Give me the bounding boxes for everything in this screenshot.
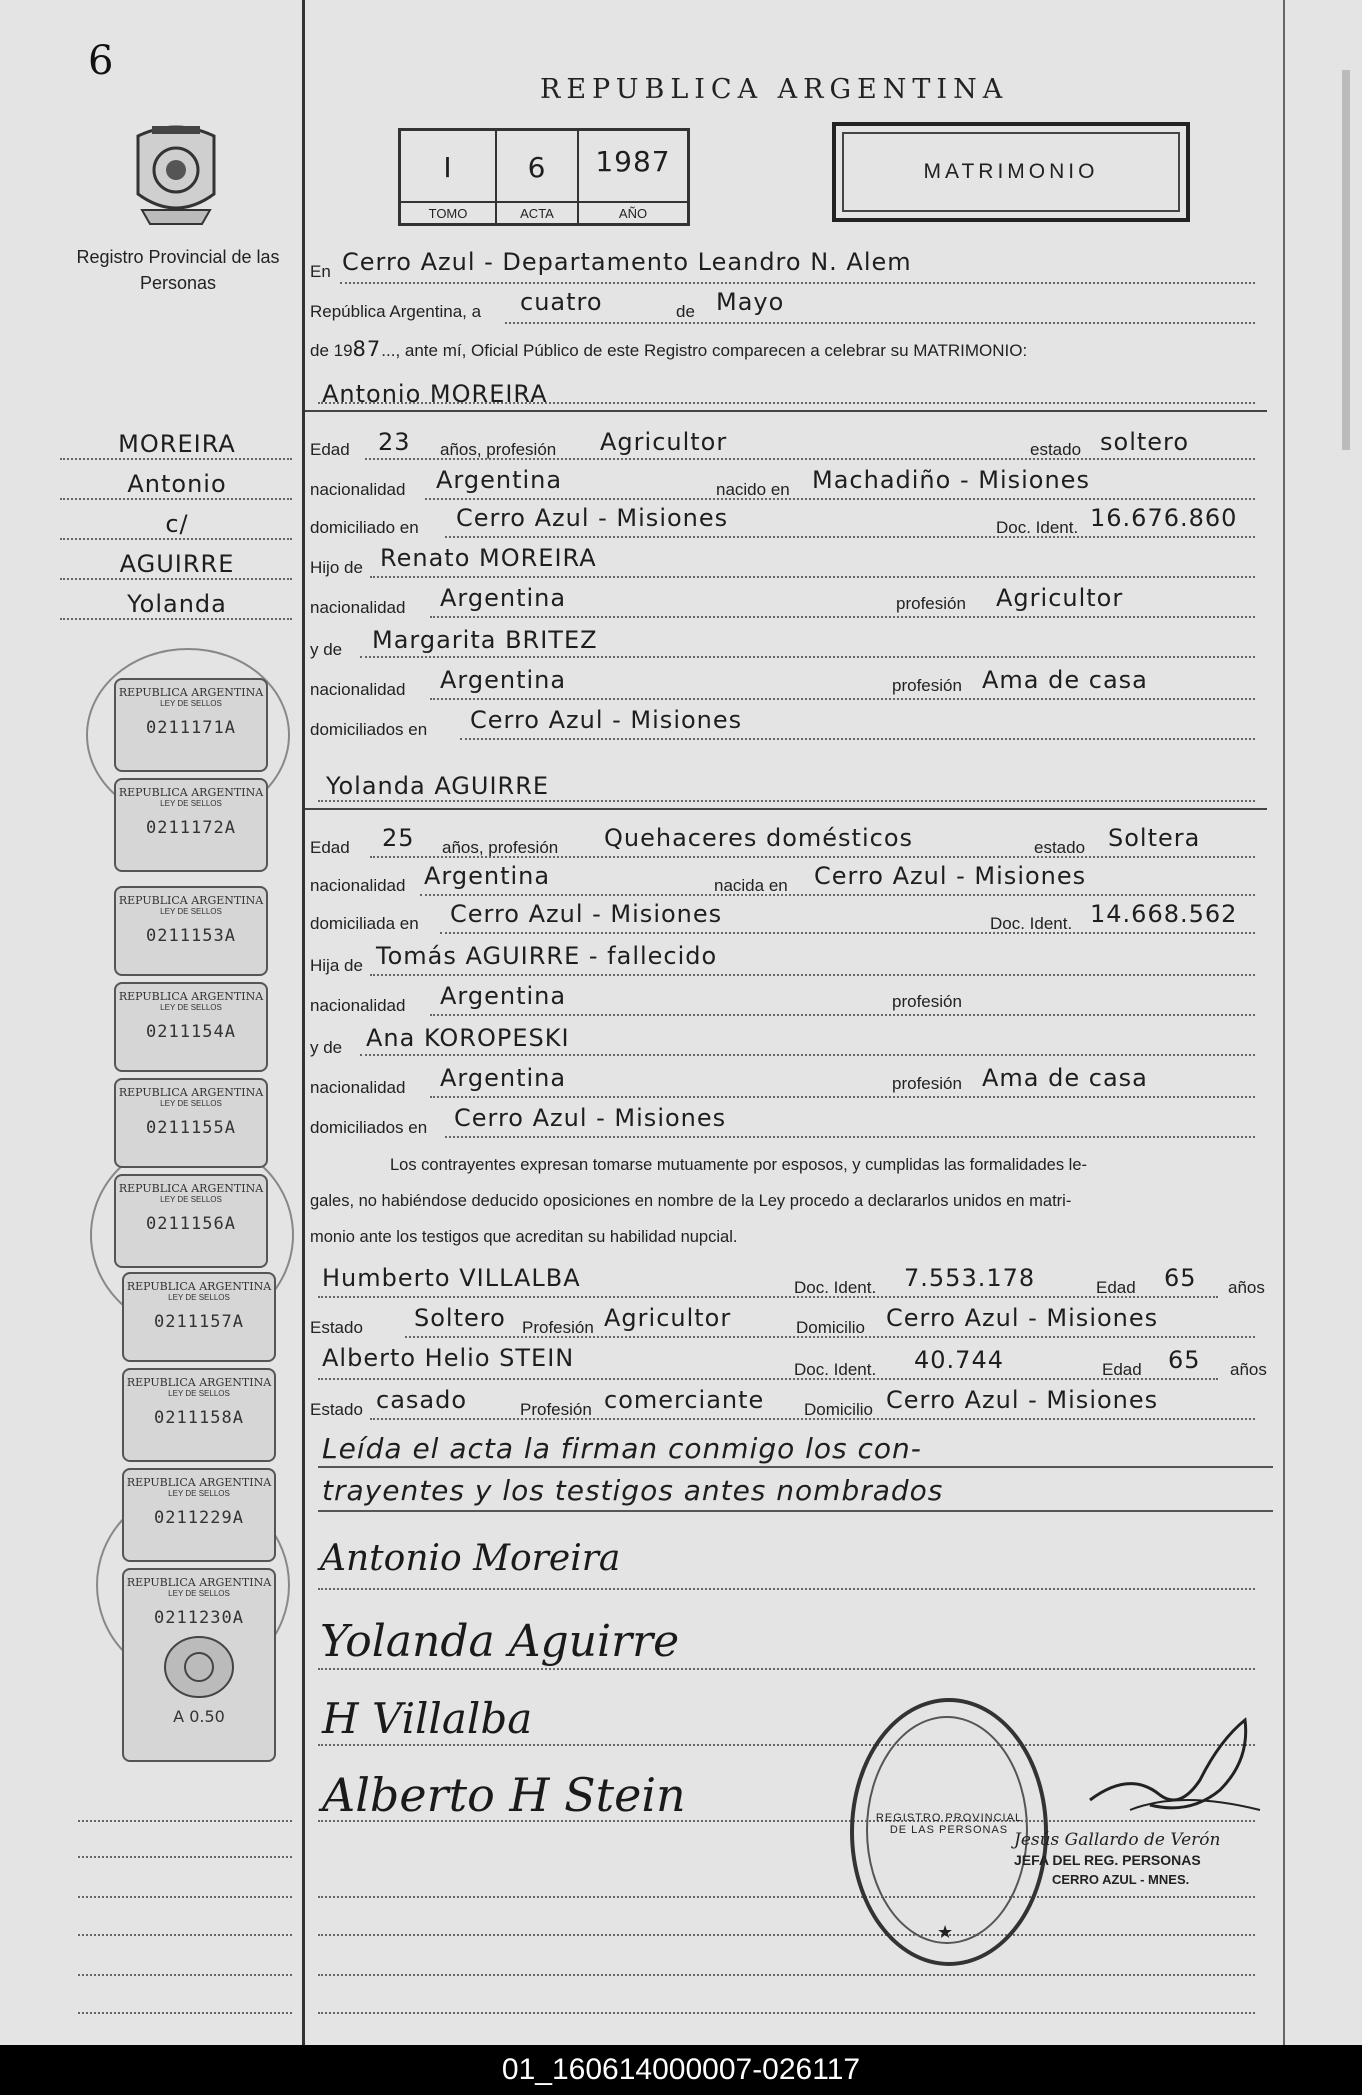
stamp-number: 0211156A (146, 1214, 236, 1234)
witness1-status: Soltero (414, 1304, 506, 1332)
witness2-age: 65 (1168, 1346, 1201, 1374)
stamp-number: 0211172A (146, 818, 236, 838)
declaration-line-1: Los contrayentes expresan tomarse mutuamente por esposos, y cumplidas las formalidades le- (390, 1156, 1088, 1174)
bride-name: Yolanda AGUIRRE (326, 772, 550, 800)
doc-type: MATRIMONIO (923, 160, 1099, 183)
groom-father-profession: Agricultor (996, 584, 1124, 612)
official-place: CERRO AZUL - MNES. (1052, 1872, 1190, 1887)
fiscal-stamps (86, 638, 296, 1778)
groom-father: Renato MOREIRA (380, 544, 597, 572)
ano-label: AÑO (579, 201, 687, 221)
groom-mother: Margarita BRITEZ (372, 626, 598, 654)
groom-mother-profession: Ama de casa (982, 666, 1148, 694)
stamp-number: 0211157A (154, 1312, 244, 1332)
page-edge-shadow (1342, 70, 1350, 450)
witness1-domicile: Cerro Azul - Misiones (886, 1304, 1159, 1332)
signature-groom: Antonio Moreira (320, 1538, 621, 1579)
page-number: 6 (88, 38, 114, 84)
bride-doc: 14.668.562 (1090, 900, 1238, 928)
fiscal-stamp: REPUBLICA ARGENTINA LEY DE SELLOS 0211171A (114, 678, 268, 772)
fiscal-stamp: REPUBLICA ARGENTINA LEY DE SELLOS 0211229A (122, 1468, 276, 1562)
stamp-number: 0211229A (154, 1508, 244, 1528)
bride-mother-profession: Ama de casa (982, 1064, 1148, 1092)
margin-line (302, 0, 305, 2045)
margin-surname-groom: MOREIRA (118, 430, 236, 458)
bride-mother-nationality: Argentina (440, 1064, 567, 1092)
stamp-number: 0211230A (154, 1608, 244, 1628)
acta-label: ACTA (497, 201, 577, 221)
signature-bride: Yolanda Aguirre (320, 1616, 680, 1667)
bride-mother: Ana KOROPESKI (366, 1024, 570, 1052)
groom-father-nationality: Argentina (440, 584, 567, 612)
acta-cell (497, 131, 579, 223)
witness2-status: casado (376, 1386, 468, 1414)
fiscal-stamp: REPUBLICA ARGENTINA LEY DE SELLOS 0211158A (122, 1368, 276, 1462)
bride-parents-domicile: Cerro Azul - Misiones (454, 1104, 727, 1132)
official-block (1014, 1830, 1314, 1887)
document-page: 6 Registro Provincial de las Personas REPUBLICA ARGENTINA I TOMO 6 ACTA 1987 AÑO MATRIMONIO MOREIRA Antonio c/ AGUIRRE Yolanda REPUBLICA ARGENTINA LEY DE SELLOS 0211171A REPUBLICA ARGENTINA LEY DE SELLOS 0211172A REPUBLICA ARGENTINA LEY DE SELLOS 0211153A REPUBLICA ARGENTINA LEY DE SELLOS 0211154A REPUBLICA ARGENTINA LEY DE SELLOS 0211155A REPUBLICA ARGENTINA LEY DE SELLOS 0211156A REPUBLICA ARGENTINA LEY DE SELLOS 0211157A REPUBLICA ARGENTINA LEY DE SELLOS 0211158A REPUBLICA ARGENTINA LEY DE SELLOS 0211229A REPUBLICA ARGENTINA LEY DE SELLOS 0211230A A 0.50 En Cerro Azul - Departamento Leandro N. Alem República Argentina, a cuatro de Mayo de 1987..., ante mí, Oficial Público de este Registro comparecen a celebrar su MATRIMONIO: Antonio MOREIRA Edad 23 años, profesión Agricultor estado soltero nacionalidad Argentina nacido en Machadiño - Misiones domiciliado en Cerro Azul - Misiones Doc. Ident. 16.676.860 Hijo de Renato MOREIRA nacionalidad Argentina profesión Agricultor y de Margarita BRITEZ nacionalidad Argentina profesión Ama de casa domiciliados en Cerro Azul - Misiones Yolanda AGUIRRE Edad 25 años, profesión Quehaceres domésticos estado Soltera nacionalidad Argentina nacida en Cerro Azul - Misiones domiciliada en Cerro Azul - Misiones Doc. Ident. 14.668.562 Hija de Tomás AGUIRRE - fallecido nacionalidad Argentina profesión y de Ana KOROPESKI nacionalidad Argentina profesión Ama de casa domiciliados en Cerro Azul - Misiones Los contrayentes expresan tomarse mutuamente por esposos, y cumplidas las formalidades le- gales, no habiéndose deducido oposiciones en nombre de la Ley procedo a declararlos unidos en matri- monio ante los testigos que acreditan su habilidad nupcial. Humberto VILLALBA Doc. Ident. 7.553.178 Edad 65 años Estado Soltero Profesión Agricultor Domicilio Cerro Azul - Misiones Alberto Helio STEIN Doc. Ident. 40.744 Edad 65 años Estado casado Profesión comerciante Domicilio Cerro Azul - Misiones Leída el acta la firman conmigo los con- trayentes y los testigos antes nombrados Antonio Moreira Yolanda Aguirre H Villalba Alberto H Stein REGISTRO PROVINCIAL DE LAS PERSONAS ★ Jesús Gallardo de Verón JEFA DEL REG. PERSONAS CERRO AZUL - MNES. (0, 0, 1362, 2045)
signature-witness2: Alberto H Stein (322, 1768, 686, 1822)
groom-name: Antonio MOREIRA (322, 380, 548, 408)
margin-conjunction: c/ (165, 510, 189, 538)
fiscal-stamp: REPUBLICA ARGENTINA LEY DE SELLOS 0211153A (114, 886, 268, 976)
closing-line-2: trayentes y los testigos antes nombrados (322, 1474, 944, 1507)
fiscal-stamp: REPUBLICA ARGENTINA LEY DE SELLOS 0211154A (114, 982, 268, 1072)
intro-date-line: de 1987..., ante mí, Oficial Público de este Registro comparecen a celebrar su MATRIMONIO: (310, 337, 1028, 361)
intro-place: Cerro Azul - Departamento Leandro N. Alem (342, 248, 912, 276)
fiscal-stamp: REPUBLICA ARGENTINA LEY DE SELLOS 0211172A (114, 778, 268, 872)
witness2-domicile: Cerro Azul - Misiones (886, 1386, 1159, 1414)
fiscal-stamp: REPUBLICA ARGENTINA LEY DE SELLOS 0211230A A 0.50 (122, 1568, 276, 1762)
witness2-doc: 40.744 (914, 1346, 1004, 1374)
en-label: En (310, 262, 331, 281)
stamp-number: 0211153A (146, 926, 236, 946)
groom-domicile: Cerro Azul - Misiones (456, 504, 729, 532)
margin-surname-bride: AGUIRRE (119, 550, 235, 578)
groom-doc: 16.676.860 (1090, 504, 1238, 532)
witness2-profession: comerciante (604, 1386, 765, 1414)
groom-parents-domicile: Cerro Azul - Misiones (470, 706, 743, 734)
official-title: JEFA DEL REG. PERSONAS (1014, 1852, 1201, 1868)
republica-label: República Argentina, a (310, 302, 482, 321)
stamp-number: 0211158A (154, 1408, 244, 1428)
stamp-number: 0211171A (146, 718, 236, 738)
footer-id: 01_160614000007-026117 (0, 2045, 1362, 2095)
witness1-name: Humberto VILLALBA (322, 1264, 581, 1292)
country-header: REPUBLICA ARGENTINA (540, 74, 1009, 105)
witness1-profession: Agricultor (604, 1304, 732, 1332)
margin-name-groom: Antonio (127, 470, 227, 498)
signature-witness1: H Villalba (322, 1694, 533, 1743)
intro-day: cuatro (520, 288, 603, 316)
closing-line-1: Leída el acta la firman conmigo los con- (322, 1432, 922, 1465)
bride-nationality: Argentina (424, 862, 551, 890)
bride-father: Tomás AGUIRRE - fallecido (376, 942, 718, 970)
groom-age: 23 (378, 428, 411, 456)
bride-domicile: Cerro Azul - Misiones (450, 900, 723, 928)
declaration-line-2: gales, no habiéndose deducido oposiciones en nombre de la Ley procedo a declararlos unidos en matri- (310, 1192, 1072, 1210)
stamp-value: A 0.50 (173, 1707, 225, 1726)
witness1-age: 65 (1164, 1264, 1197, 1292)
intro-month: Mayo (716, 288, 785, 316)
witness1-doc: 7.553.178 (904, 1264, 1036, 1292)
seal-text: REGISTRO PROVINCIAL DE LAS PERSONAS (875, 1812, 1023, 1836)
tomo-cell (401, 131, 497, 223)
fiscal-stamp: REPUBLICA ARGENTINA LEY DE SELLOS 0211157A (122, 1272, 276, 1362)
groom-profession: Agricultor (600, 428, 728, 456)
bride-father-nationality: Argentina (440, 982, 567, 1010)
bride-status: Soltera (1108, 824, 1201, 852)
doc-type-box (832, 122, 1190, 222)
record-box (398, 128, 690, 226)
right-edge-line (1283, 0, 1285, 2045)
bride-profession: Quehaceres domésticos (604, 824, 914, 852)
groom-nationality: Argentina (436, 466, 563, 494)
fiscal-stamp: REPUBLICA ARGENTINA LEY DE SELLOS 0211155A (114, 1078, 268, 1168)
stamp-number: 0211155A (146, 1118, 236, 1138)
groom-status: soltero (1100, 428, 1190, 456)
bride-birthplace: Cerro Azul - Misiones (814, 862, 1087, 890)
declaration-line-3: monio ante los testigos que acreditan su habilidad nupcial. (310, 1228, 738, 1246)
official-signature-flourish (1070, 1700, 1270, 1830)
margin-name-bride: Yolanda (127, 590, 227, 618)
ano-cell (579, 131, 687, 223)
acta-value: 6 (527, 151, 547, 184)
registry-emblem-icon (128, 118, 224, 230)
bride-age: 25 (382, 824, 415, 852)
intro-year: 87 (352, 337, 382, 361)
tomo-label: TOMO (401, 201, 495, 221)
stamp-number: 0211154A (146, 1022, 236, 1042)
fiscal-stamp: REPUBLICA ARGENTINA LEY DE SELLOS 0211156A (114, 1174, 268, 1268)
seal-star-icon: ★ (937, 1922, 954, 1942)
de-label: de (676, 302, 695, 321)
witness2-name: Alberto Helio STEIN (322, 1344, 575, 1372)
stamp-crest-icon (159, 1632, 239, 1702)
tomo-value: I (443, 151, 453, 184)
groom-birthplace: Machadiño - Misiones (812, 466, 1090, 494)
groom-mother-nationality: Argentina (440, 666, 567, 694)
registry-name: Registro Provincial de las Personas (76, 247, 280, 293)
official-name: Jesús Gallardo de Verón (1014, 1830, 1221, 1850)
ano-value: 1987 (595, 145, 671, 178)
